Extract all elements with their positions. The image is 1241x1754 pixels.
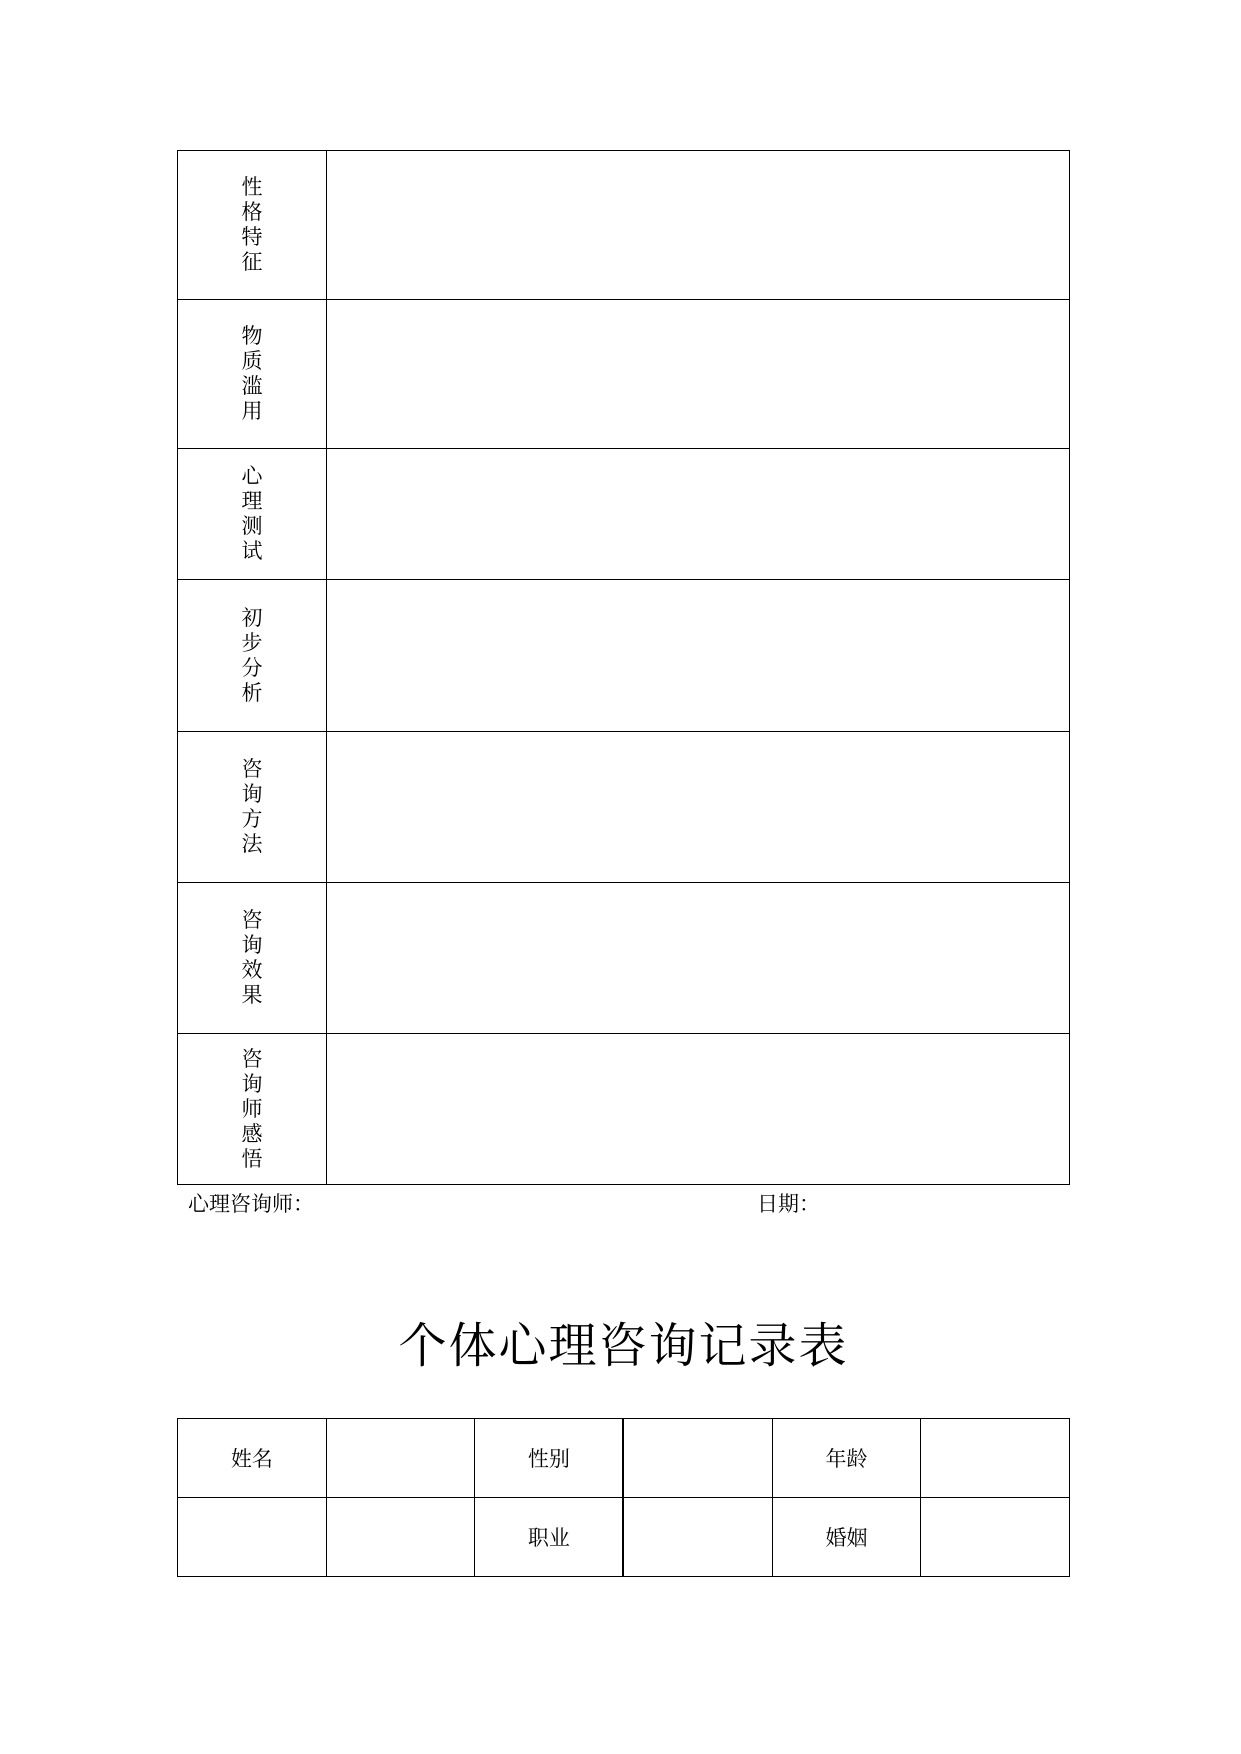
counseling-record-table (177, 150, 1070, 1185)
substance-abuse-field[interactable] (327, 300, 1070, 449)
table-row (178, 732, 1070, 883)
name-field[interactable] (326, 1419, 475, 1498)
preliminary-analysis-field[interactable] (327, 580, 1070, 732)
gender-field[interactable] (623, 1419, 772, 1498)
counseling-method-field[interactable] (327, 732, 1070, 883)
row-label-cell (178, 449, 327, 580)
row-label-counseling-method: 咨询方法 (241, 757, 263, 856)
row-label-counselor-reflection: 咨询师感悟 (241, 1046, 263, 1171)
age-field[interactable] (921, 1419, 1070, 1498)
counselor-reflection-field[interactable] (327, 1034, 1070, 1185)
table-row (178, 1034, 1070, 1185)
row-label-cell (178, 300, 327, 449)
empty-cell[interactable] (326, 1498, 475, 1577)
gender-label: 性别 (475, 1419, 624, 1498)
personality-field[interactable] (327, 151, 1070, 300)
age-label: 年龄 (772, 1419, 921, 1498)
table-row (178, 300, 1070, 449)
table-row (178, 449, 1070, 580)
table-row (178, 883, 1070, 1034)
row-label-cell (178, 883, 327, 1034)
row-label-psych-test: 心理测试 (241, 464, 263, 563)
row-label-cell (178, 1034, 327, 1185)
occupation-label: 职业 (475, 1498, 624, 1577)
client-info-table (177, 1418, 1070, 1577)
marriage-field[interactable] (921, 1498, 1070, 1577)
marriage-label: 婚姻 (772, 1498, 921, 1577)
counselor-signature-label: 心理咨询师： (188, 1192, 314, 1216)
row-label-personality: 性格特征 (241, 175, 263, 274)
row-label-cell (178, 151, 327, 300)
table-row (178, 1498, 1070, 1577)
table-row (178, 151, 1070, 300)
name-label: 姓名 (178, 1419, 327, 1498)
row-label-preliminary-analysis: 初步分析 (241, 605, 263, 705)
row-label-cell (178, 580, 327, 732)
occupation-field[interactable] (623, 1498, 772, 1577)
empty-cell[interactable] (178, 1498, 327, 1577)
row-label-substance-abuse: 物质滥用 (241, 324, 263, 423)
table-row (178, 580, 1070, 732)
row-label-counseling-effect: 咨询效果 (241, 908, 263, 1007)
table-row (178, 1419, 1070, 1498)
psych-test-field[interactable] (327, 449, 1070, 580)
counseling-effect-field[interactable] (327, 883, 1070, 1034)
form-title: 个体心理咨询记录表 (398, 1318, 849, 1374)
date-label: 日期： (757, 1192, 820, 1216)
row-label-cell (178, 732, 327, 883)
